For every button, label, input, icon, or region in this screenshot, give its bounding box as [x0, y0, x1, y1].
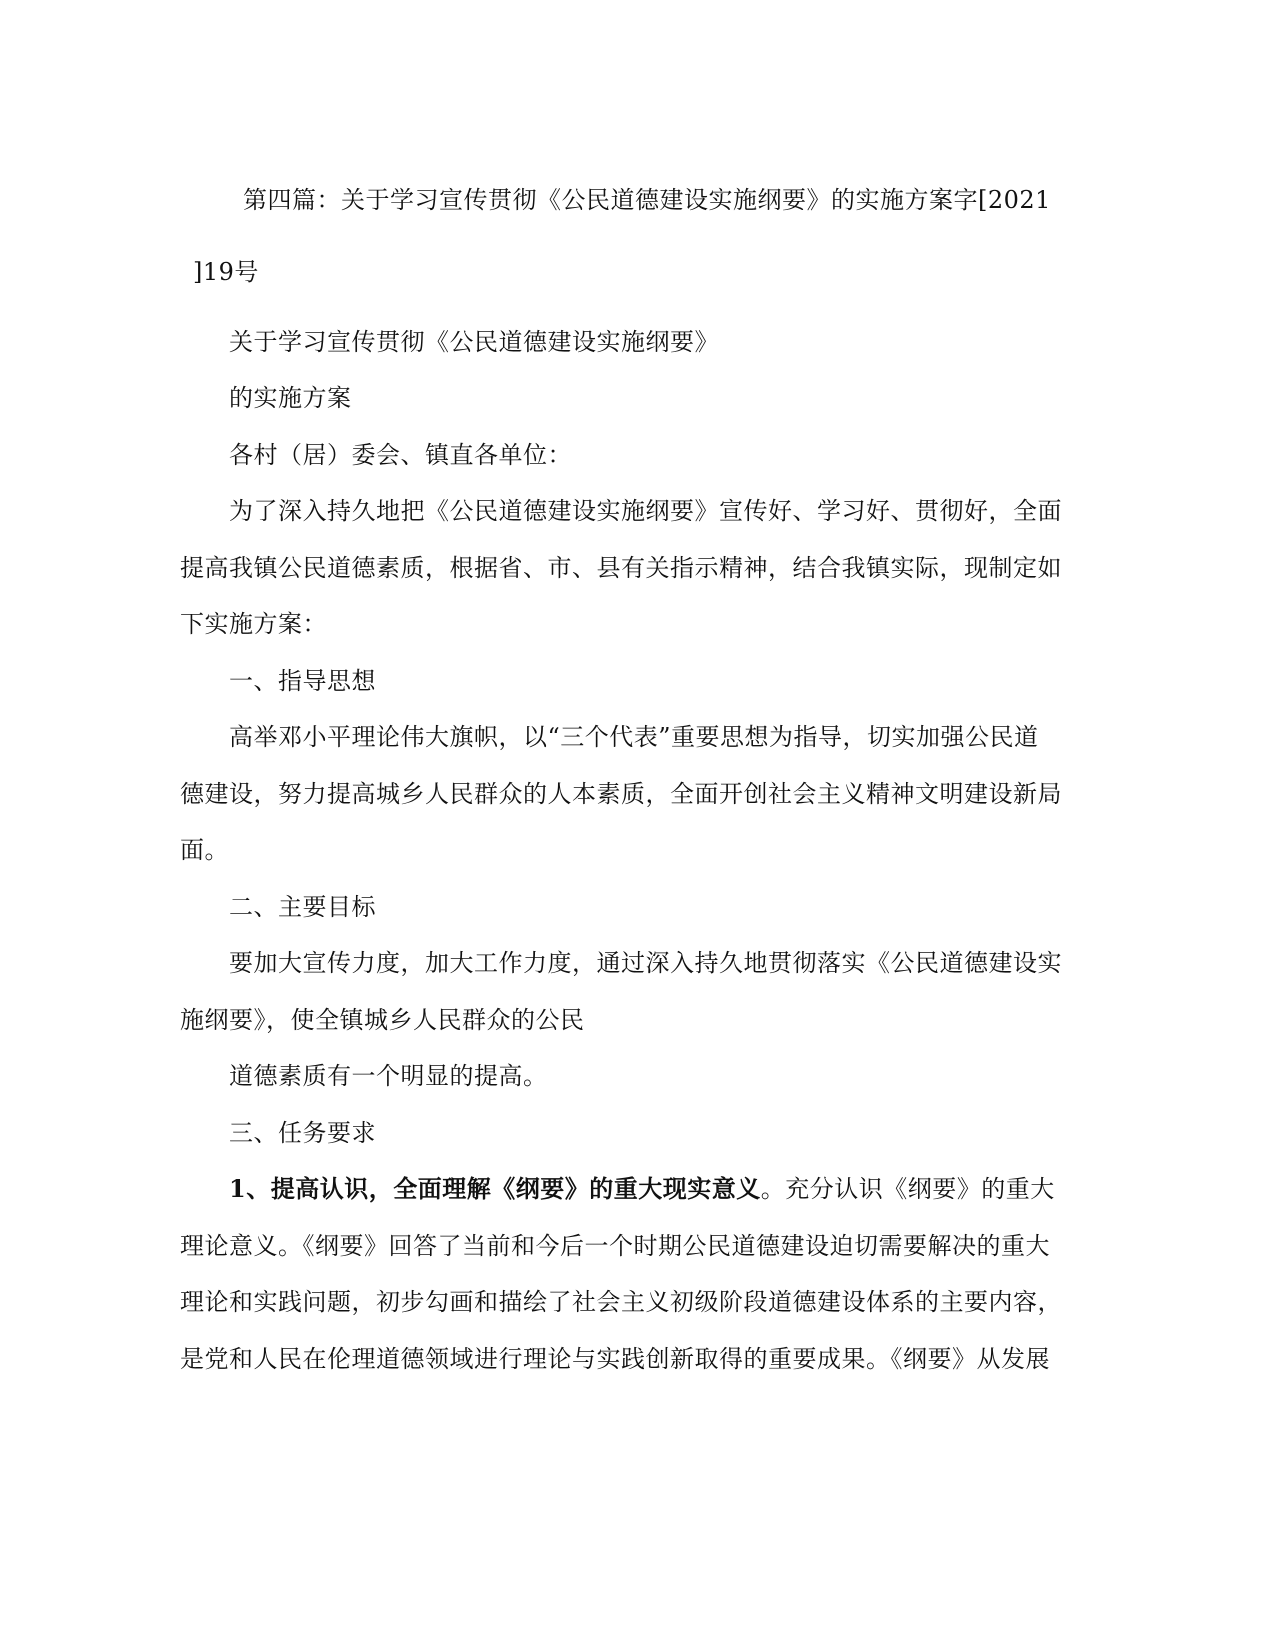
- section-heading-tasks: 三、任务要求: [229, 1119, 376, 1147]
- section3-item1-line-1: [229, 1173, 1055, 1205]
- document-title-line-2: ]19号: [193, 258, 259, 286]
- section3-item1-line-4: 是党和人民在伦理道德领域进行理论与实践创新取得的重要成果。《纲要》从发展: [180, 1345, 1050, 1373]
- section1-line-1: 高举邓小平理论伟大旗帜，以“三个代表”重要思想为指导，切实加强公民道: [229, 723, 1039, 751]
- subtitle-line-2: 的实施方案: [229, 384, 352, 412]
- section1-line-3: 面。: [180, 836, 229, 864]
- section2-line-3: 道德素质有一个明显的提高。: [229, 1062, 548, 1090]
- intro-line-3: 下实施方案：: [180, 610, 327, 638]
- intro-line-1: 为了深入持久地把《公民道德建设实施纲要》宣传好、学习好、贯彻好，全面: [229, 497, 1062, 525]
- subtitle-line-1: 关于学习宣传贯彻《公民道德建设实施纲要》: [229, 328, 719, 356]
- section2-line-1: 要加大宣传力度，加大工作力度，通过深入持久地贯彻落实《公民道德建设实: [229, 949, 1062, 977]
- section1-line-2: 德建设，努力提高城乡人民群众的人本素质，全面开创社会主义精神文明建设新局: [180, 780, 1062, 808]
- intro-line-2: 提高我镇公民道德素质，根据省、市、县有关指示精神，结合我镇实际，现制定如: [180, 554, 1062, 582]
- section-heading-main-goals: 二、主要目标: [229, 893, 376, 921]
- salutation: 各村（居）委会、镇直各单位：: [229, 441, 572, 469]
- section3-item1-lead-rest: 。充分认识《纲要》的重大: [760, 1175, 1055, 1203]
- section-heading-guiding-ideology: 一、指导思想: [229, 667, 376, 695]
- section3-item1-line-2: 理论意义。《纲要》回答了当前和今后一个时期公民道德建设迫切需要解决的重大: [180, 1232, 1050, 1260]
- section3-item1-line-3: 理论和实践问题，初步勾画和描绘了社会主义初级阶段道德建设体系的主要内容，: [180, 1288, 1062, 1316]
- document-title-line-1: 第四篇：关于学习宣传贯彻《公民道德建设实施纲要》的实施方案字[2021: [243, 186, 1051, 214]
- section3-item1-bold-lead: 1、提高认识，全面理解《纲要》的重大现实意义: [229, 1174, 761, 1203]
- section2-line-2: 施纲要》，使全镇城乡人民群众的公民: [180, 1006, 585, 1034]
